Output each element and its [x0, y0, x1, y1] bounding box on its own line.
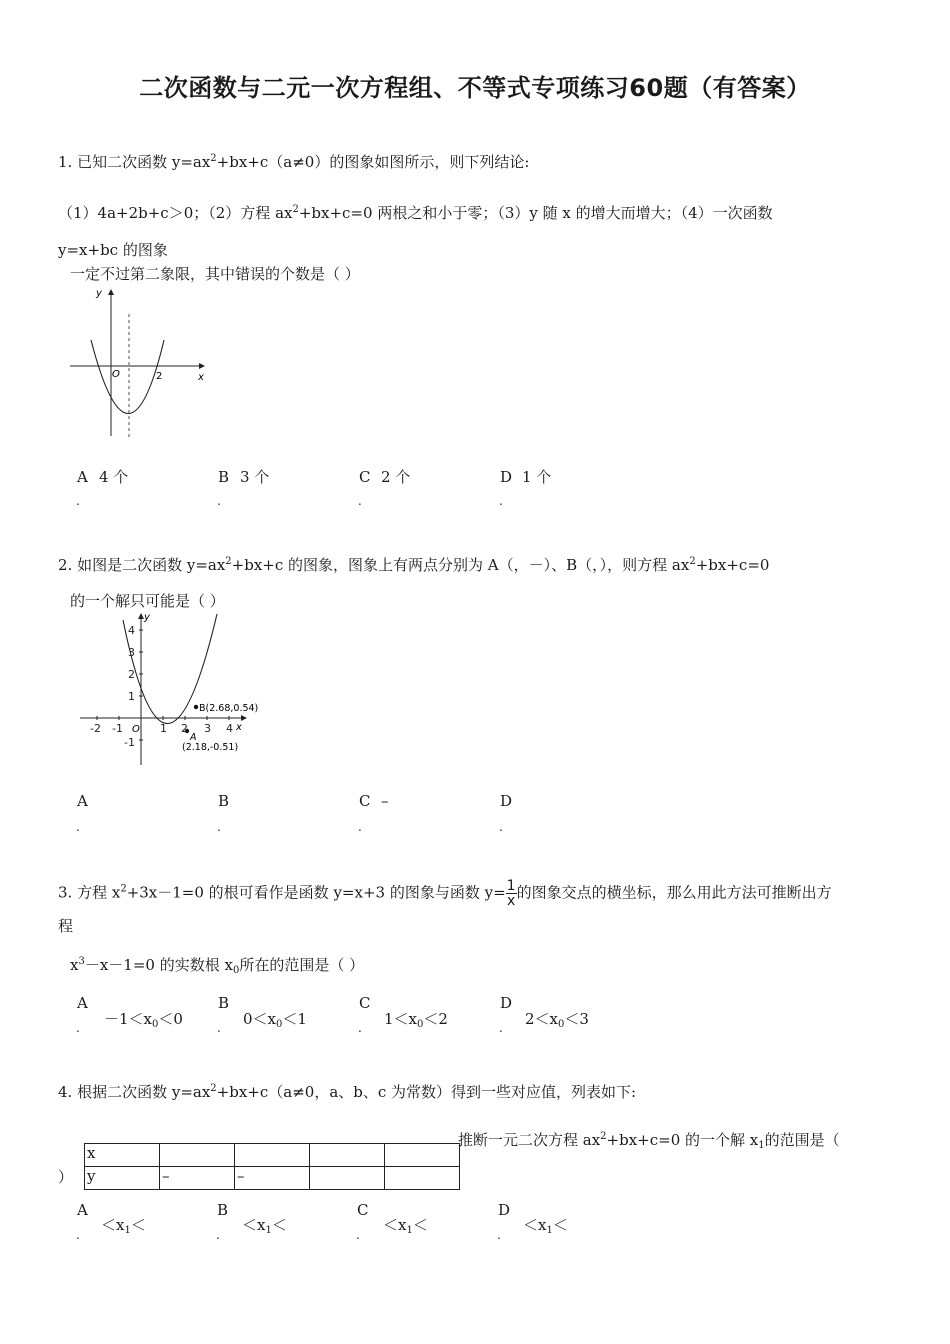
q2-parabola-graph	[76, 610, 266, 770]
q4-option-key-a: A	[77, 1201, 88, 1219]
q1-stem-line3: y=x+bc 的图象	[58, 241, 168, 259]
q1-option-b[interactable]: B 3 个	[218, 468, 270, 486]
point-b-label: B(2.68,0.54)	[199, 703, 259, 714]
q4-option-a[interactable]: $<x_1<$	[101, 1216, 146, 1236]
x-tick-label: 1	[160, 722, 167, 735]
y-axis-label: y	[144, 612, 150, 623]
option-dot: .	[216, 1228, 220, 1242]
option-dot: .	[76, 1021, 80, 1035]
q4-option-b[interactable]: $<x_1<$	[242, 1216, 287, 1236]
x-axis-label: x	[198, 372, 204, 383]
point-a-label: A	[190, 732, 197, 743]
option-dot: .	[358, 1021, 362, 1035]
y-tick-label: 3	[128, 646, 135, 659]
q4-stem-line1: 4. 根据二次函数 $y=ax^2+bx+c(a\ne 0$，a、b、c 为常数）得到一些对应值，列表如下:	[58, 1083, 637, 1101]
q3-option-key-c: C	[359, 994, 371, 1012]
x-tick-label: 4	[226, 722, 233, 735]
q3-option-a[interactable]: $-1<x_0<0$	[104, 1010, 183, 1030]
q4-option-key-b: B	[217, 1201, 229, 1219]
x-tick-label: -2	[90, 722, 101, 735]
q1-parabola-graph	[64, 284, 214, 444]
point-b	[194, 705, 198, 709]
q3-stem-line2: 程	[58, 917, 74, 935]
q1-stem-line2: （1）4a+2b+c＞0；（2）方程 $ax^2+bx+c=0$ 两根之和小于零；（3）y 随 x 的增大而增大；（4）一次函数	[58, 204, 773, 222]
x-tick-label: 2	[181, 722, 188, 735]
q4-option-key-c: C	[357, 1201, 369, 1219]
q3-option-key-b: B	[218, 994, 230, 1012]
q3-option-c[interactable]: $1<x_0<2$	[384, 1010, 448, 1030]
table-cell	[160, 1144, 235, 1167]
table-row	[85, 1167, 460, 1190]
q3-stem-line1: 3. 方程 $x^2+3x-1=0$ 的根可看作是函数 y=x+3 的图象与函数 y= $\frac{1}{x}$ 的图象交点的横坐标，那么用此方法可推断出方	[58, 878, 832, 909]
option-dot: .	[358, 820, 362, 834]
q4-option-key-d: D	[498, 1201, 511, 1219]
q3-stem-line3: $x^3-x-1=0$ 的实数根 $x_0$所在的范围是（ ）	[70, 956, 365, 976]
q2-option-c[interactable]: C –	[359, 792, 389, 810]
table-cell: –	[160, 1167, 235, 1190]
y-tick-label: 1	[128, 690, 135, 703]
parabola-curve	[91, 340, 164, 414]
q1-option-d[interactable]: D 1 个	[500, 468, 552, 486]
option-dot: .	[497, 1228, 501, 1242]
fraction-1-over-x: $\frac{1}{x}$	[506, 878, 516, 909]
point-a-coord: (2.18,-0.51)	[182, 742, 239, 753]
table-cell: y	[85, 1167, 160, 1190]
q4-option-d[interactable]: $<x_1<$	[523, 1216, 568, 1236]
option-dot: .	[217, 494, 221, 508]
table-cell	[310, 1167, 385, 1190]
origin-label: O	[112, 369, 120, 380]
page-title: 二次函数与二元一次方程组、不等式专项练习60题（有答案）	[139, 74, 811, 102]
q2-stem-line1: 2. 如图是二次函数 $y=ax^2+bx+c$ 的图象，图象上有两点分别为 A（，－）、B（，），则方程 $ax^2+bx+c=0$	[58, 556, 770, 574]
table-cell: –	[235, 1167, 310, 1190]
q3-option-key-d: D	[500, 994, 513, 1012]
tick-label-2: 2	[156, 371, 163, 382]
y-axis-label: y	[96, 288, 102, 299]
option-dot: .	[499, 820, 503, 834]
table-row	[85, 1144, 460, 1167]
table-cell	[235, 1144, 310, 1167]
option-dot: .	[76, 494, 80, 508]
table-cell	[310, 1144, 385, 1167]
q2-stem-line2: 的一个解只可能是（ ）	[70, 592, 225, 610]
option-dot: .	[217, 1021, 221, 1035]
q2-option-d[interactable]: D	[500, 792, 513, 810]
x-tick-label: -1	[112, 722, 123, 735]
q3-option-b[interactable]: $0<x_0<1$	[243, 1010, 307, 1030]
q3-option-d[interactable]: $2<x_0<3$	[525, 1010, 589, 1030]
y-tick-label: 2	[128, 668, 135, 681]
option-dot: .	[217, 820, 221, 834]
option-dot: .	[499, 1021, 503, 1035]
q1-stem-line1: 1. 已知二次函数 $y=ax^2+bx+c(a\ne 0)$的图象如图所示，则下列结论:	[58, 153, 530, 171]
q4-close-paren: ）	[58, 1168, 74, 1186]
x-axis-label: x	[236, 722, 242, 733]
option-dot: .	[76, 820, 80, 834]
q2-option-b[interactable]: B	[218, 792, 230, 810]
q1-option-c[interactable]: C 2 个	[359, 468, 411, 486]
option-dot: .	[358, 494, 362, 508]
q1-stem-line4: 一定不过第二象限，其中错误的个数是（ ）	[70, 265, 360, 283]
option-dot: .	[356, 1228, 360, 1242]
table-cell: x	[85, 1144, 160, 1167]
origin-label: O	[132, 724, 140, 735]
y-tick-label: -1	[124, 736, 135, 749]
option-dot: .	[499, 494, 503, 508]
table-cell	[385, 1144, 460, 1167]
table-cell	[385, 1167, 460, 1190]
x-tick-label: 3	[204, 722, 211, 735]
value-table	[84, 1143, 460, 1190]
q1-option-a[interactable]: A 4 个	[77, 468, 129, 486]
y-tick-label: 4	[128, 624, 135, 637]
option-dot: .	[76, 1228, 80, 1242]
q2-option-a[interactable]: A	[77, 792, 88, 810]
q4-side-text: 推断一元二次方程 $ax^2+bx+c=0$ 的一个解 $x_1$的范围是（	[458, 1131, 840, 1151]
q4-option-c[interactable]: $<x_1<$	[383, 1216, 428, 1236]
q3-option-key-a: A	[77, 994, 88, 1012]
